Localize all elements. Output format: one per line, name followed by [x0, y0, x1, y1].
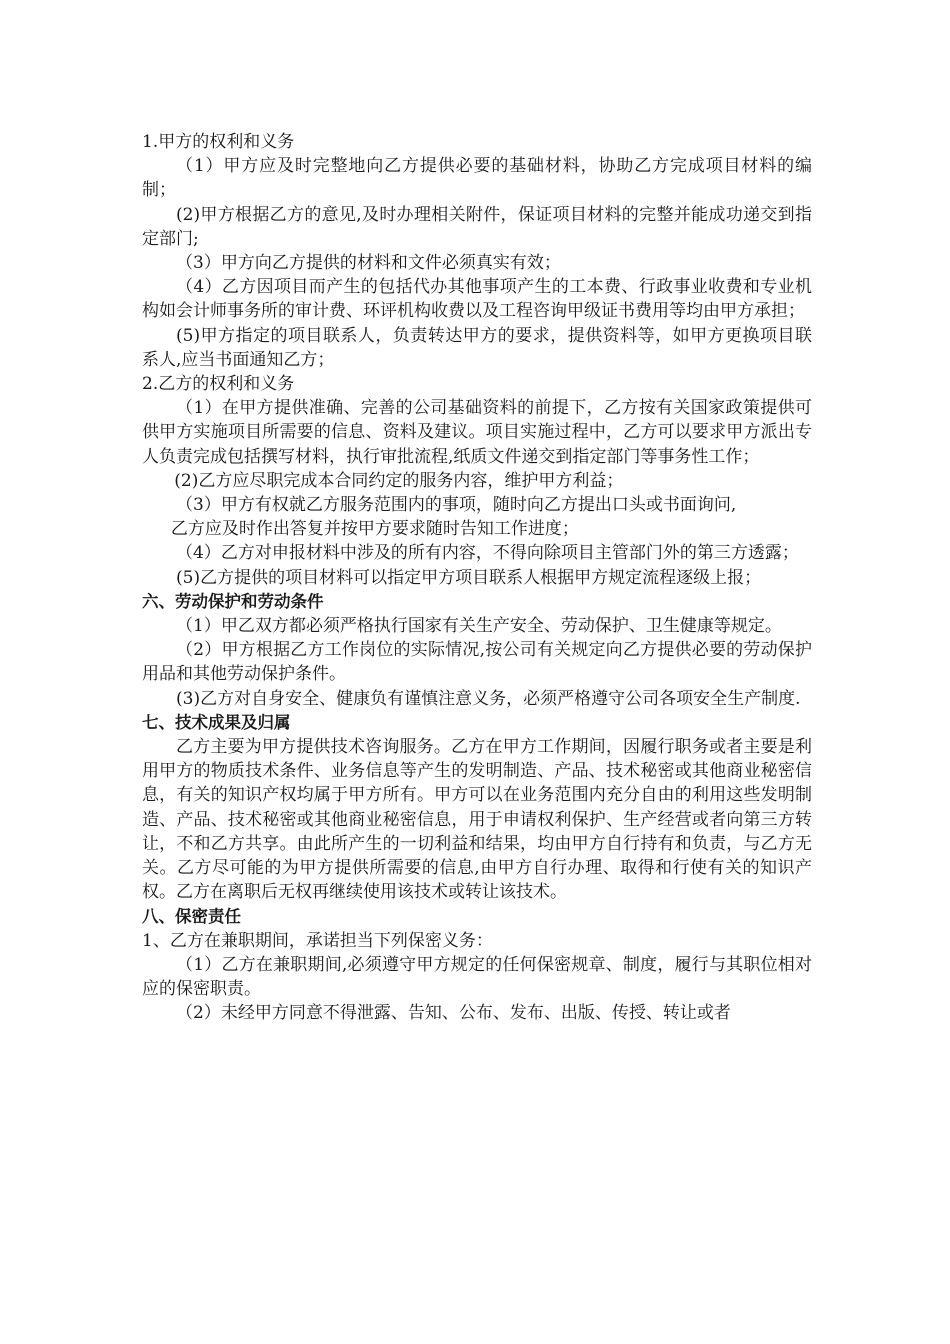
paragraph: （2）未经甲方同意不得泄露、告知、公布、发布、出版、传授、转让或者	[176, 1003, 731, 1024]
paragraph: （1）在甲方提供准确、完善的公司基础资料的前提下，乙方按有关国家政策提供可供甲方实施项目所需要的信息、资料及建议。项目实施过程中，乙方可以要求甲方派出专人负责完成包括撰写材料，执行审批流程,纸质文件递交到指定部门等事务性工作；	[142, 398, 812, 467]
paragraph: （4）乙方对申报材料中涉及的所有内容，不得向除项目主管部门外的第三方透露；	[176, 543, 799, 564]
paragraph-hanging	[142, 493, 812, 541]
section-heading-confidentiality: 八、保密责任	[142, 906, 241, 926]
paragraph-line: （3）甲方有权就乙方服务范围内的事项，随时向乙方提出口头或书面询问,	[176, 495, 737, 516]
section-heading-tech-results: 七、技术成果及归属	[142, 712, 291, 732]
section-heading-party-a-rights: 1.甲方的权利和义务	[142, 132, 295, 152]
paragraph: (3)乙方对自身安全、健康负有谨慎注意义务，必须严格遵守公司各项安全生产制度.	[176, 688, 801, 709]
paragraph: （1）甲方应及时完整地向乙方提供必要的基础材料，协助乙方完成项目材料的编制；	[142, 156, 812, 201]
paragraph: （4）乙方因项目而产生的包括代办其他事项产生的工本费、行政事业收费和专业机构如会计师事务所的审计费、环评机构收费以及工程咨询甲级证书费用等均由甲方承担；	[142, 277, 812, 322]
paragraph: （3）甲方向乙方提供的材料和文件必须真实有效；	[176, 253, 561, 274]
paragraph: （2）甲方根据乙方工作岗位的实际情况,按公司有关规定向乙方提供必要的劳动保护用品和其他劳动保护条件。	[142, 640, 812, 685]
paragraph: (2)乙方应尽职完成本合同约定的服务内容，维护甲方利益；	[174, 470, 624, 491]
paragraph-line: 乙方应及时作出答复并按甲方要求随时告知工作进度；	[170, 519, 579, 540]
paragraph: （1）乙方在兼职期间,必须遵守甲方规定的任何保密规章、制度，履行与其职位相对应的保密职责。	[142, 954, 812, 1000]
section-heading-party-b-rights: 2.乙方的权利和义务	[142, 374, 295, 395]
paragraph: (2)甲方根据乙方的意见,及时办理相关附件，保证项目材料的完整并能成功递交到指定部门;	[142, 204, 812, 249]
section-heading-labor-protection: 六、劳动保护和劳动条件	[142, 591, 324, 611]
paragraph: （1）甲乙双方都必须严格执行国家有关生产安全、劳动保护、卫生健康等规定。	[176, 616, 782, 637]
paragraph: 1、乙方在兼职期间，承诺担当下列保密义务：	[142, 930, 493, 951]
paragraph: 乙方主要为甲方提供技术咨询服务。乙方在甲方工作期间，因履行职务或者主要是利用甲方的物质技术条件、业务信息等产生的发明制造、产品、技术秘密或其他商业秘密信息，有关的知识产权均属于甲方所有。甲方可以在业务范围内充分自由的利用这些发明制造、产品、技术秘密或其他商业秘密信息，用于申请权利保护、生产经营或者向第三方转让，不和乙方共享。由此所产生的一切利益和结果，均由甲方自行持有和负责，与乙方无关。乙方尽可能的为甲方提供所需要的信息,由甲方自行办理、取得和行使有关的知识产权。乙方在离职后无权再继续使用该技术或转让该技术。	[142, 737, 812, 903]
paragraph: (5)甲方指定的项目联系人，负责转达甲方的要求，提供资料等，如甲方更换项目联系人,应当书面通知乙方；	[142, 325, 812, 370]
paragraph: (5)乙方提供的项目材料可以指定甲方项目联系人根据甲方规定流程逐级上报；	[176, 567, 762, 588]
document-body	[142, 130, 812, 1026]
